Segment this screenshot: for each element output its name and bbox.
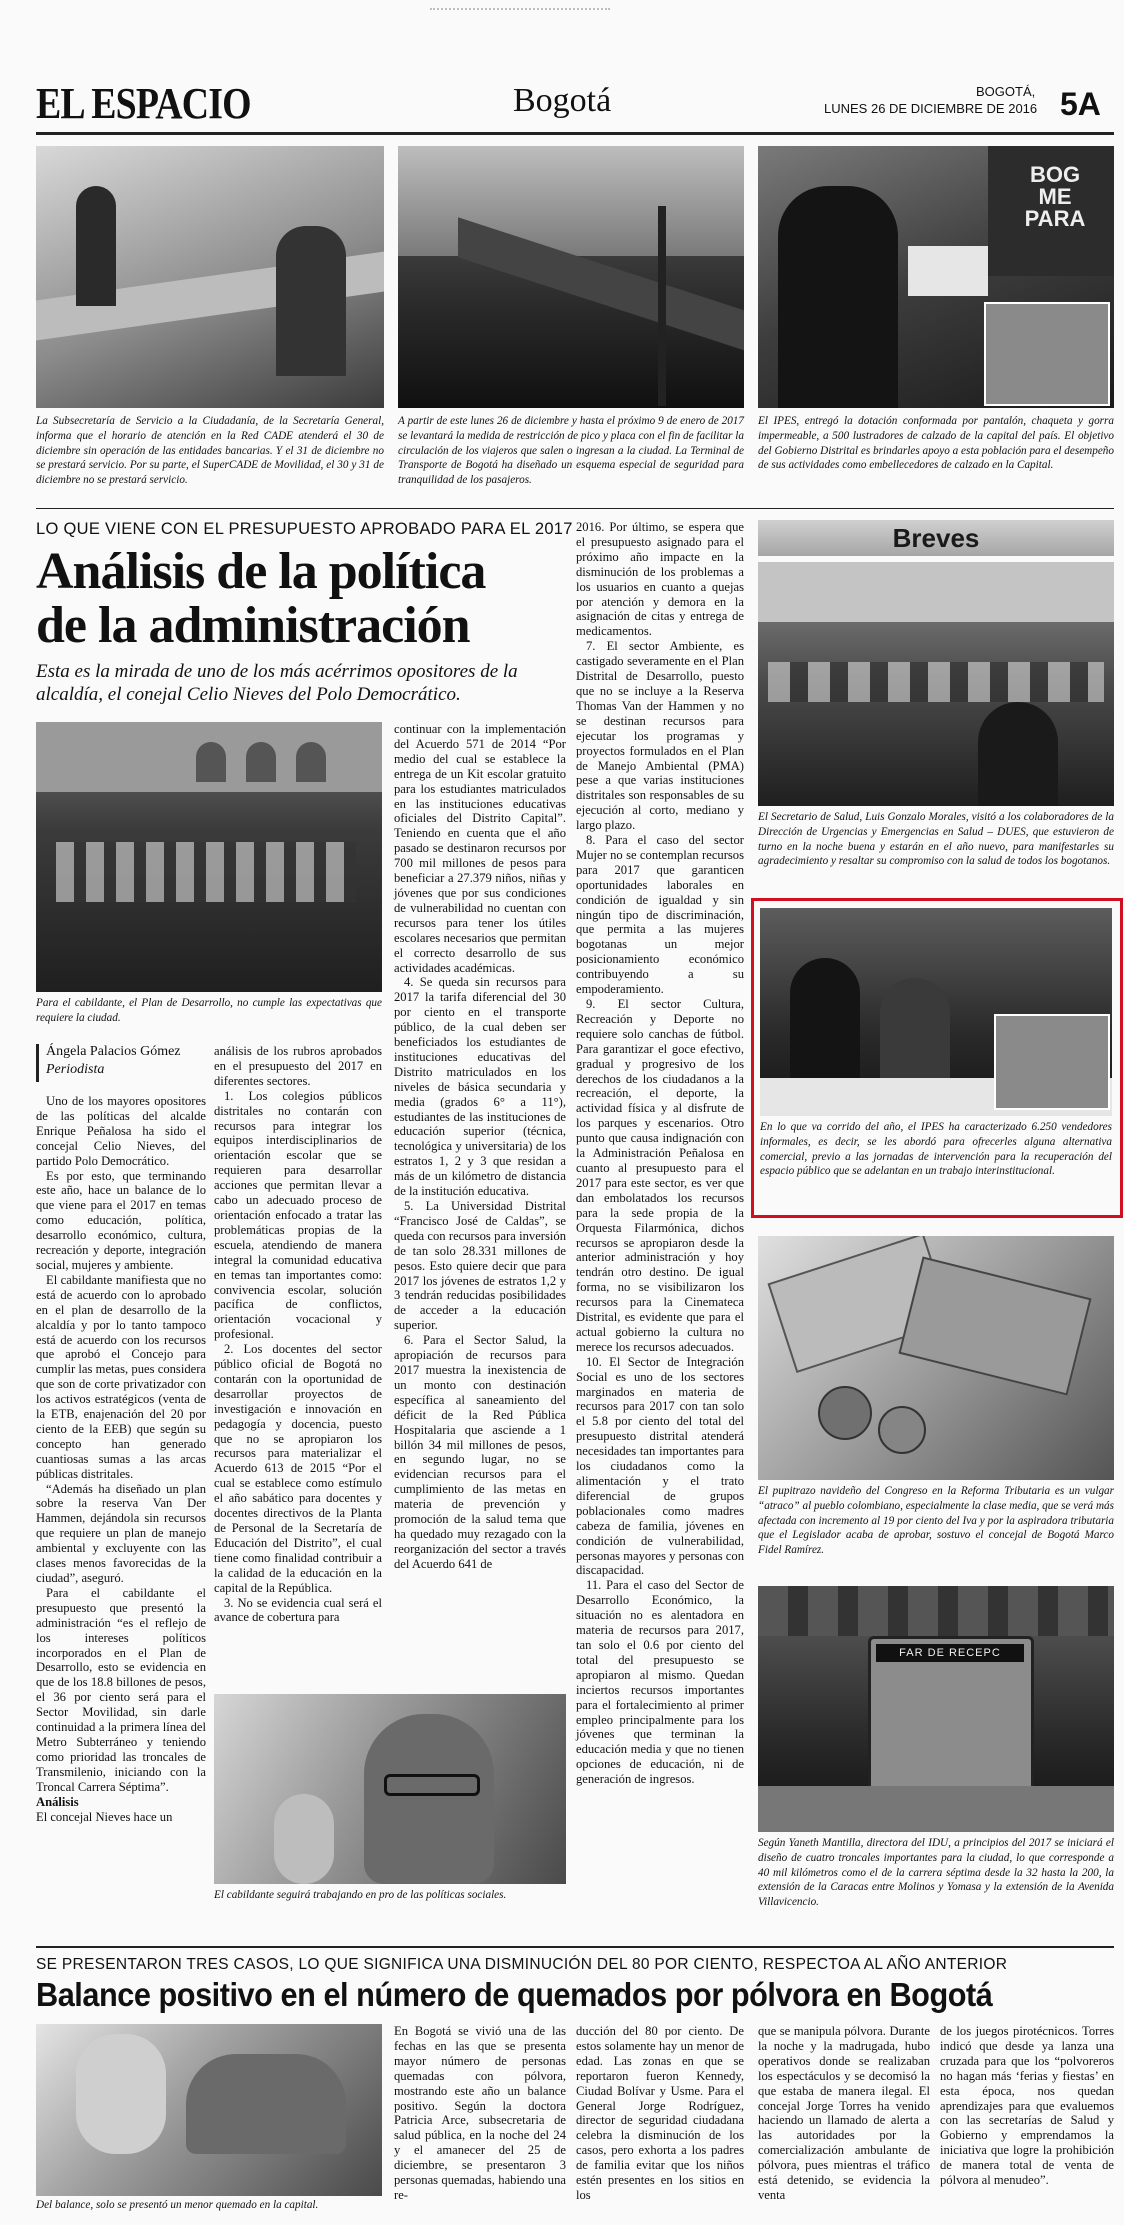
caption-ipes: El IPES, entregó la dotación conformada por pantalón, chaqueta y gorra impermeable, a 500 lustradores de calzado de la capital del país. El objetivo del Gobierno Distrital es brindarles apoyo a esta población para el desempeño de sus actividades como embellecedores de calzado en la Capital. <box>758 415 1114 472</box>
ipes-sign-text: BOG ME PARA <box>1024 162 1086 231</box>
header-city: BOGOTÁ, <box>976 84 1036 99</box>
caption-traffic: A partir de este lunes 26 de diciembre y hasta el próximo 9 de enero de 2017 se levantará la medida de restricción de pico y placa con el fin de facilitar la circulación de los viajeros que salen o ingresan a la ciudad. La Terminal de Transporte de Bogotá ha diseñado un esquema especial de seguridad para tranquilidad de los pasajeros. <box>398 415 744 487</box>
photo-banknotes <box>758 1236 1114 1480</box>
bottom-col2-text: ducción del 80 por ciento. De estos solamente hay un menor de edad. Las zonas en que se reportaron fueron Kennedy, Ciudad Bolívar y Usme. Para el General Jorge Rodríguez, director de seguridad ciudadana celebra la disminución de los casos, pero exhorta a los padres de familia evitar que los niños estén presentes en los sitios en los <box>576 2024 744 2202</box>
bottom-section-rule <box>36 1946 1114 1948</box>
bottom-col4-text: de los juegos pirotécnicos. Torres indicó que desde ya lanza una cruzada para que los “polvoreros no hagan más ‘ferias y fiestas’ en esta época, nos quedan aprendizajes para que evaluemos con las secretarías de Salud y Gobierno y emprendamos la iniciativa que logre la prohibición de manera total de venta de pólvora al menudeo”. <box>940 2024 1114 2188</box>
bottom-col1-text: En Bogotá se vivió una de las fechas en las que se presenta mayor número de personas quemadas con pólvora, mostrando este año un balance positivo. Según la doctora Patricia Arce, subsecretaria de salud pública, en la noche del 24 y el amanecer del 25 de diciembre, se presentaron 3 personas quemadas, habiendo una re- <box>394 2024 566 2202</box>
caption-cade: La Subsecretaría de Servicio a la Ciudadanía, de la Secretaría General, informa que el horario de atención en la Red CADE atenderá el 30 de diciembre sin operación de las entidades bancarias. Y el 31 de diciembre no se prestará servicio. Por su parte, el SuperCADE de Movilidad, el 30 y 31 de diciembre no se prestará servicio. <box>36 415 384 487</box>
header-rule <box>36 132 1114 135</box>
main-headline-line1: Análisis de la política <box>36 543 486 600</box>
photo-ipes-delivery <box>758 146 1114 408</box>
main-col2-p4: 3. No se evidencia cual será el avance de cobertura para <box>214 1595 382 1625</box>
main-col4-p5: 10. El Sector de Integración Social es uno de los sectores marginados en materia de recursos para 2017 con tan solo el 5.8 por ciento del total del presupuesto distrital atenderá necesidades tan importantes para los ciudadanos como la alimentación y el trato diferencial de grupos poblacionales como madres cabeza de familia, jóvenes en condición de vulnerabilidad, personas mayores y personas con discapacidad. <box>576 1354 744 1578</box>
main-col3-p1: continuar con la implementación del Acuerdo 571 de 2014 “Por medio del cual se establece la entrega de un Kit escolar gratuito para los estudiantes matriculados en las instituciones educativas oficiales del Distrito Capital”. Teniendo en cuenta que el año pasado se destinaron recursos por 700 mil millones de pesos para beneficiar a 27.379 niños, niñas y jóvenes que por sus condiciones de vulnerabilidad no cuentan con recursos para tener los útiles escolares necesarios que permitan el correcto desarrollo de sus actividades académicas. <box>394 722 566 975</box>
caption-council: Para el cabildante, el Plan de Desarrollo, no cumple las expectativas que requiere la ciudad. <box>36 997 382 1024</box>
main-column-3 <box>394 722 566 1572</box>
main-col1-p3: El cabildante manifiesta que no está de acuerdo con lo aprobado en el plan de desarrollo de la alcaldía y por lo tanto tampoco está de acuerdo con los recursos que aprobó el Concejo para cumplir las metas, pues considera que son de corte privatizador con los activos estratégicos (venta de la ETB, enajenación del 20 por ciento de la EEB) que según su concepto han generado cuantiosas sumas a las arcas públicas distritales. <box>36 1272 206 1481</box>
header-date: LUNES 26 DE DICIEMBRE DE 2016 <box>824 101 1038 116</box>
caption-breves-tax: El pupitrazo navideño del Congreso en la Reforma Tributaria es un vulgar “atraco” al pueblo colombiano, especialmente la clase media, que se verá más afectada con incremento al 19 por ciento del Iva y por la aspiradora tributaria que el Legislador acaba de aprobar, sostuvo el concejal de Bogotá Marco Fidel Ramírez. <box>758 1485 1114 1557</box>
main-col4-p2: 7. El sector Ambiente, es castigado severamente en el Plan Distrital de Desarrollo, puesto que no se incluye a la Reserva Thomas Van der Hammen y no se destinan recursos para ejecutar los programas y proyectos formulados en el Plan de Manejo Ambiental (PMA) pese a que varias instituciones distritales son responsables de su ejecución al corto, mediano y largo plazo. <box>576 639 744 833</box>
photo-cade-counter <box>36 146 384 408</box>
photo-burned-child <box>36 2024 382 2196</box>
bottom-column-3 <box>758 2024 930 2203</box>
main-col4-p4: 9. El sector Cultura, Recreación y Deporte no requiere solo canchas de fútbol. Para garantizar el goce efectivo, gradual y progresivo de los derechos de los ciudadanos a la recreación, el deporte, la actividad física y al disfrute de los parques y escenarios. Otro punto que causa indignación con la Administración Peñalosa en cuanto al presupuesto para el 2017 para este sector, es ver que dan embolatados los recursos para la sede propia de la Orquesta Filarmónica, dichos recursos se apropiaron desde la anterior administración y hoy tendrán otro destino. De igual forma, no se visibilizaron los recursos para la Cinemateca Distrital, es evidente que para el actual gobierno la cultura no merece los recursos adecuados. <box>576 997 744 1354</box>
masthead-logo: EL ESPACIO <box>36 79 251 128</box>
main-col4-p3: 8. Para el caso del sector Mujer no se contemplan recursos para 2017 que garanticen oportunidades laborales en condición de igualdad y sin ningún tipo de discriminación, que permita a las mujeres bogotanas un mejor posicionamiento económico contribuyendo a su empoderamiento. <box>576 833 744 997</box>
photo-transmilenio-bus <box>758 1586 1114 1832</box>
main-col4-p6: 11. Para el caso del Sector de Desarrollo Económico, la situación no es alentadora en materia de recursos para 2017, tan solo el 0.6 por ciento del total del presupuesto se apropiaron al mismo. Quedan inciertos recursos importantes para el fortalecimiento al primer empleo principalmente para los jóvenes que terminan la educación media y que no tienen opciones de educación, ni de generación de ingresos. <box>576 1578 744 1787</box>
author-role: Periodista <box>46 1062 105 1077</box>
main-column-1 <box>36 1094 206 1824</box>
photo-health-callcenter <box>758 562 1114 806</box>
caption-portrait: El cabildante seguirá trabajando en pro de las políticas sociales. <box>214 1889 507 1901</box>
bottom-column-2 <box>576 2024 744 2203</box>
caption-breves-ipes: En lo que va corrido del año, el IPES ha caracterizado 6.250 vendedores informales, es decir, se les abordó para ofrecerles alguna alternativa comercial, previo a las jornadas de intervención para la recuperación del espacio público que se adelantan en un trabajo interinstitucional. <box>760 1121 1112 1178</box>
main-deck: Esta es la mirada de uno de los más acérrimos opositores de la alcaldía, el conejal Celio Nieves del Polo Democrático. <box>36 661 518 705</box>
main-col4-p1: 2016. Por último, se espera que el presupuesto asignado para el próximo año impacte en la disminución de los problemas a los usuarios en cuanto a quejas por atención y demora en la asignación de citas y entrega de medicamentos. <box>576 520 744 639</box>
page-number: 5A <box>1060 86 1101 122</box>
photo-councilman-portrait <box>214 1694 566 1884</box>
caption-breves-idu: Según Yaneth Mantilla, directora del IDU, a principios del 2017 se iniciará el diseño de cuatro troncales importantes para la ciudad, lo que corresponde a 40 mil kilómetros como el de la carrera séptima desde la 32 hasta la 200, la extensión de la Caracas entre Molinos y Yomasa y la extensión de la Avenida Villavicencio. <box>758 1837 1114 1909</box>
main-col1-p1: Uno de los mayores opositores de las políticas del alcalde Enrique Peñalosa ha sido el concejal Celio Nieves, del partido Polo Democrático. <box>36 1094 206 1168</box>
main-col2-p2: 1. Los colegios públicos distritales no contarán con recursos para integrar los equipos interdisciplinarios de orientación escolar que se requieren para desarrollar acciones que permitan llevar a cabo un adecuado proceso de orientación enfocado a tratar las problemáticas propias de la escuela, atendiendo de manera integral la comunidad educativa en temas tan importantes como: convivencia escolar, solución pacífica de conflictos, orientación vocacional y profesional. <box>214 1088 382 1342</box>
author-name: Ángela Palacios Gómez <box>46 1044 181 1059</box>
main-col1-p4: “Además ha diseñado un plan sobre la reserva Van Der Hammen, dejándola sin recursos que requiere un plan de manejo ambiental y excluyente con las clases menos favorecidas de la ciudad”, aseguró. <box>36 1481 206 1585</box>
breves-title: Breves <box>758 520 1114 556</box>
main-col3-p3: 5. La Universidad Distrital “Francisco José de Caldas”, se queda con recursos para inversión de tan solo 28.331 millones de pesos. Esto quiere decir que para 2017 los jóvenes de estratos 1,2 y 3 tendrán reducidas posibilidades de acceder a la educación superior. <box>394 1199 566 1333</box>
bottom-col3-text: que se manipula pólvora. Durante la noche y la madrugada, hubo operativos donde se realizaban los espectáculos y se decomisó la que estaba de manera ilegal. El concejal Jorge Torres ha venido haciendo un llamado de alerta a las autoridades por la comercialización ambulante de pólvora, pues mientras el tráfico está detenido, se evidencia la venta <box>758 2024 930 2202</box>
main-col1-p2: Es por esto, que terminando este año, hace un balance de lo que viene para el 2017 en temas como educación, política, desarrollo económico, cultura, recreación y deporte, integración social, mujeres y ambiente. <box>36 1168 206 1272</box>
bottom-column-1 <box>394 2024 566 2203</box>
section-title: Bogotá <box>513 82 612 119</box>
photo-traffic-road <box>398 146 744 408</box>
author-bar <box>36 1044 39 1082</box>
main-headline-line2: de la administración <box>36 597 470 654</box>
bus-route-sign: FAR DE RECEPC <box>876 1644 1024 1662</box>
scan-header-noise <box>430 8 610 24</box>
photo-council-chamber <box>36 722 382 992</box>
bottom-column-4 <box>940 2024 1114 2188</box>
main-col1-subhead: Análisis <box>36 1794 79 1809</box>
top-photos-rule <box>36 508 1114 509</box>
main-col1-p5: Para el cabildante el presupuesto que presentó la administración “es el reflejo de los intereses políticos incorporados en el Plan de Desarrollo, esto se evidencia en que de los 18.8 billones de pesos, el 36 por ciento será para el Sector Movilidad, sin darle continuidad a la primera línea del Metro Subterráneo y teniendo como prioridad las troncales de Transmilenio, iniciando con la Troncal Carrera Séptima”. <box>36 1585 206 1794</box>
main-column-4 <box>576 520 744 1787</box>
main-kicker: LO QUE VIENE CON EL PRESUPUESTO APROBADO PARA EL 2017 <box>36 520 573 538</box>
photo-ipes-meeting <box>760 908 1112 1116</box>
main-col1-tail: El concejal Nieves hace un <box>36 1809 173 1824</box>
main-col2-p1: análisis de los rubros aprobados en el presupuesto del 2017 en diferentes sectores. <box>214 1044 382 1088</box>
caption-breves-health: El Secretario de Salud, Luis Gonzalo Morales, visitó a los colaboradores de la Dirección de Urgencias y Emergencias en Salud – DUES, que estuvieron de turno en la noche buena y estarán en el año nuevo, para manifestarles su agradecimiento y resaltar su compromiso con la salud de todos los bogotanos. <box>758 811 1114 868</box>
main-col3-p4: 6. Para el Sector Salud, la apropiación de recursos para 2017 muestra la inexistencia de un monto con destinación específica al saneamiento del déficit de la Red Pública Hospitalaria que asciende a 1 billón 34 mil millones de pesos, en segundo lugar, no se evidencian recursos para el cumplimiento de las metas en materia de prevención y promoción de la salud tema que ha quedado muy rezagado con la reorganización del sector a través del Acuerdo 641 de <box>394 1333 566 1571</box>
main-col2-p3: 2. Los docentes del sector público oficial de Bogotá no contarán con la oportunidad de desarrollar proyectos de investigación e innovación en pedagogía y docencia, puesto que no se apropiaron los recursos para materializar el Acuerdo 613 de 2015 “Por el cual se establece como estímulo el año sabático para docentes y docentes directivos de la Planta de Personal de la Secretaría de Educación del Distrito”, el cual tiene como finalidad contribuir a la calidad de la educación en la capital de la República. <box>214 1342 382 1595</box>
bottom-headline: Balance positivo en el número de quemados por pólvora en Bogotá <box>36 1976 993 2013</box>
main-column-2 <box>214 1044 382 1625</box>
bottom-kicker: SE PRESENTARON TRES CASOS, LO QUE SIGNIFICA UNA DISMINUCIÓN DEL 80 POR CIENTO, RESPECTOA AL AÑO ANTERIOR <box>36 1956 1008 1973</box>
caption-burned: Del balance, solo se presentó un menor quemado en la capital. <box>36 2199 319 2211</box>
main-col3-p2: 4. Se queda sin recursos para 2017 la tarifa diferencial del 30 por ciento en el transporte público, de la cual deben ser beneficiados los estudiantes de instituciones educativas del Distrito matriculados en los niveles de básica secundaria y media (grados 6° a 11°), estudiantes de las instituciones de educación superior (técnica, tecnológica y universitaria) de los estratos 1, 2 y 3 que residan a más de un kilómetro de distancia de la institución educativa. <box>394 975 566 1199</box>
